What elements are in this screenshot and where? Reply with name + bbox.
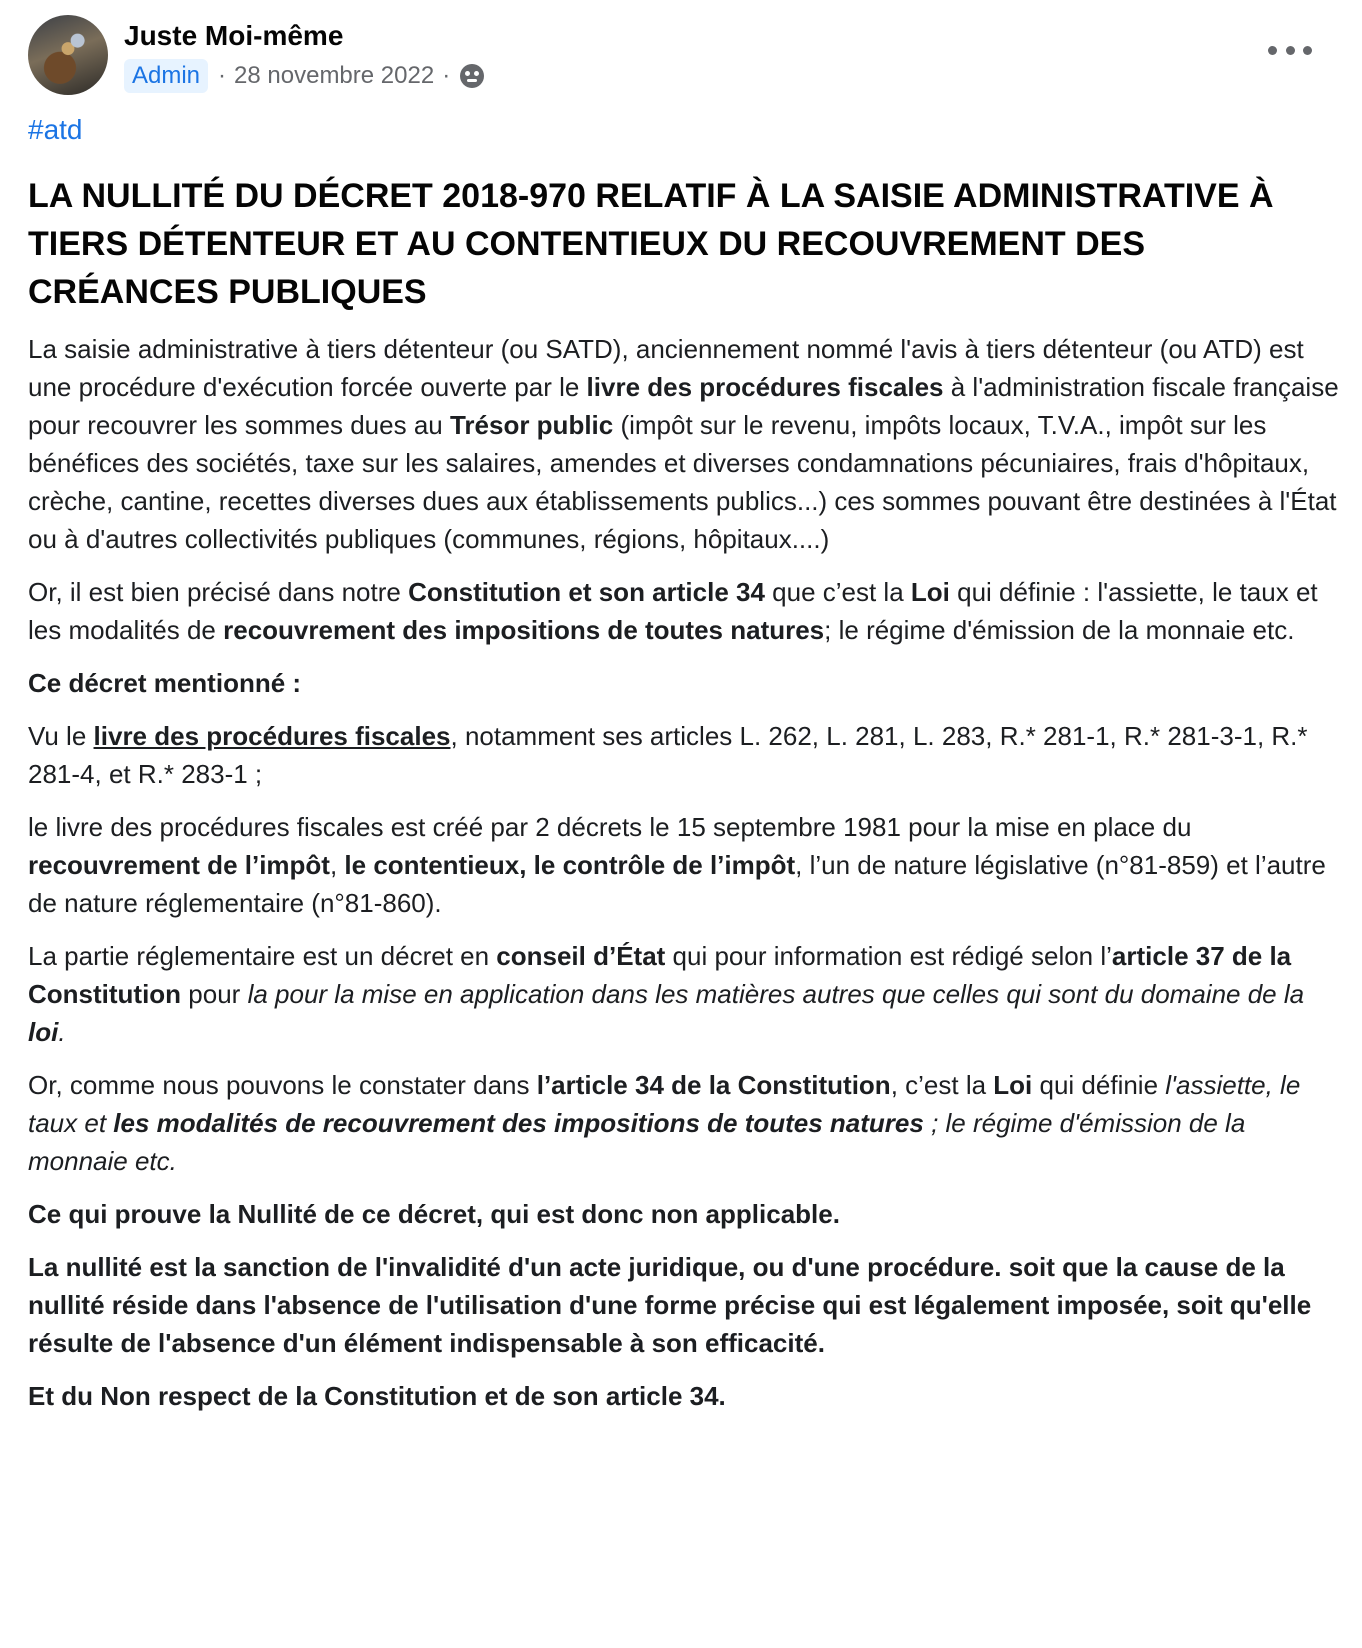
paragraph <box>28 1195 1348 1233</box>
bold-text: Loi <box>910 577 950 607</box>
bold-text: article 37 de la Constitution <box>28 941 1292 1009</box>
text: qui définie <box>1032 1070 1166 1100</box>
bold-text: livre des procédures fiscales <box>586 372 944 402</box>
post-date[interactable]: 28 novembre 2022 <box>234 62 435 89</box>
bold-text: Ce décret mentionné : <box>28 668 302 698</box>
post-meta <box>124 58 484 94</box>
bold-text: recouvrement des impositions de toutes natures <box>223 615 825 645</box>
avatar[interactable] <box>28 15 108 95</box>
text: ; le régime d'émission de la monnaie etc. <box>824 615 1295 645</box>
text: Vu le <box>28 721 94 751</box>
dot <box>1268 46 1277 55</box>
bold-text: l’article 34 de la Constitution <box>536 1070 891 1100</box>
text: qui définie : l'assiette, le taux et les modalités de <box>28 577 1318 645</box>
text: , c’est la <box>890 1070 994 1100</box>
paragraph <box>28 664 1348 702</box>
bold-text: Loi <box>993 1070 1033 1100</box>
text: La saisie administrative à tiers détenteur (ou SATD), anciennement nommé l'avis à tiers détenteur (ou ATD) est une procédure d'exécution forcée ouverte par le <box>28 334 1304 402</box>
bold-text: Et du Non respect de la Constitution et de son article 34. <box>28 1381 726 1411</box>
text: (impôt sur le revenu, impôts locaux, T.V.A., impôt sur les bénéfices des sociétés, taxe sur les salaires, amendes et diverses condamnations pécuniaires, frais d'hôpitaux, crèche, cantine, recettes diverses dues aux établissements publics...) ces sommes pouvant être destinées à l'État ou à d'autres collectivités publiques (communes, régions, hôpitaux....) <box>28 410 1337 554</box>
bold-text: Constitution et son article 34 <box>408 577 765 607</box>
italic-text: ; le régime d'émission de la monnaie etc. <box>28 1108 1246 1176</box>
meta-separator: · <box>442 62 451 89</box>
text: La partie réglementaire est un décret en <box>28 941 497 971</box>
post-body <box>28 330 1348 1430</box>
hashtag-link[interactable]: #atd <box>28 114 83 145</box>
italic-text: . <box>58 1017 66 1047</box>
italic-text: l'assiette, le taux et <box>28 1070 1301 1138</box>
italic-text: la pour la mise en application dans les matières autres que celles qui sont du domaine de la <box>247 979 1305 1009</box>
bold-text: Ce qui prouve la Nullité de ce décret, qui est donc non applicable. <box>28 1199 840 1229</box>
bold-text: recouvrement de l’impôt <box>28 850 330 880</box>
text: qui pour information est rédigé selon l’ <box>665 941 1112 971</box>
admin-badge[interactable]: Admin <box>124 59 208 93</box>
text: , <box>329 850 345 880</box>
text: à l'administration fiscale française pour recouvrer les sommes dues au <box>28 372 1339 440</box>
bold-italic-text: les modalités de recouvrement des impositions de toutes natures <box>113 1108 924 1138</box>
bold-italic-text: loi <box>28 1017 59 1047</box>
paragraph <box>28 808 1348 922</box>
text: Or, comme nous pouvons le constater dans <box>28 1070 537 1100</box>
more-options-icon[interactable] <box>1268 36 1312 64</box>
paragraph <box>28 937 1348 1051</box>
inline-link[interactable]: livre des procédures fiscales <box>93 721 451 751</box>
paragraph <box>28 573 1348 649</box>
text: le livre des procédures fiscales est créé par 2 décrets le 15 septembre 1981 pour la mise en place du <box>28 812 1192 842</box>
paragraph <box>28 1066 1348 1180</box>
meta-separator: · <box>218 62 227 89</box>
paragraph <box>28 1248 1348 1362</box>
text: pour <box>181 979 248 1009</box>
paragraph <box>28 330 1348 558</box>
dot <box>1286 46 1295 55</box>
text: Or, il est bien précisé dans notre <box>28 577 409 607</box>
text: , notamment ses articles L. 262, L. 281, L. 283, R.* 281-1, R.* 281-3-1, R.* 281-4, et R.* 283-1 ; <box>28 721 1308 789</box>
dot <box>1303 46 1312 55</box>
text: que c’est la <box>764 577 911 607</box>
bold-text: Trésor public <box>449 410 614 440</box>
post-title: LA NULLITÉ DU DÉCRET 2018-970 RELATIF À LA SAISIE ADMINISTRATIVE À TIERS DÉTENTEUR ET AU CONTENTIEUX DU RECOUVREMENT DES CRÉANCES PUBLIQUES <box>28 177 1274 311</box>
paragraph <box>28 1377 1348 1415</box>
friends-icon[interactable] <box>460 64 484 88</box>
bold-text: le contentieux, le contrôle de l’impôt <box>344 850 796 880</box>
paragraph <box>28 717 1348 793</box>
bold-text: conseil d’État <box>496 941 666 971</box>
bold-text: La nullité est la sanction de l'invalidité d'un acte juridique, ou d'une procédure. soit que la cause de la nullité réside dans l'absence de l'utilisation d'une forme précise qui est légalement imposée, soit qu'elle résulte de l'absence d'un élément indispensable à son efficacité. <box>28 1252 1312 1358</box>
author-name[interactable]: Juste Moi-même <box>124 20 344 51</box>
text: , l’un de nature législative (n°81-859) et l’autre de nature réglementaire (n°81-860). <box>28 850 1326 918</box>
